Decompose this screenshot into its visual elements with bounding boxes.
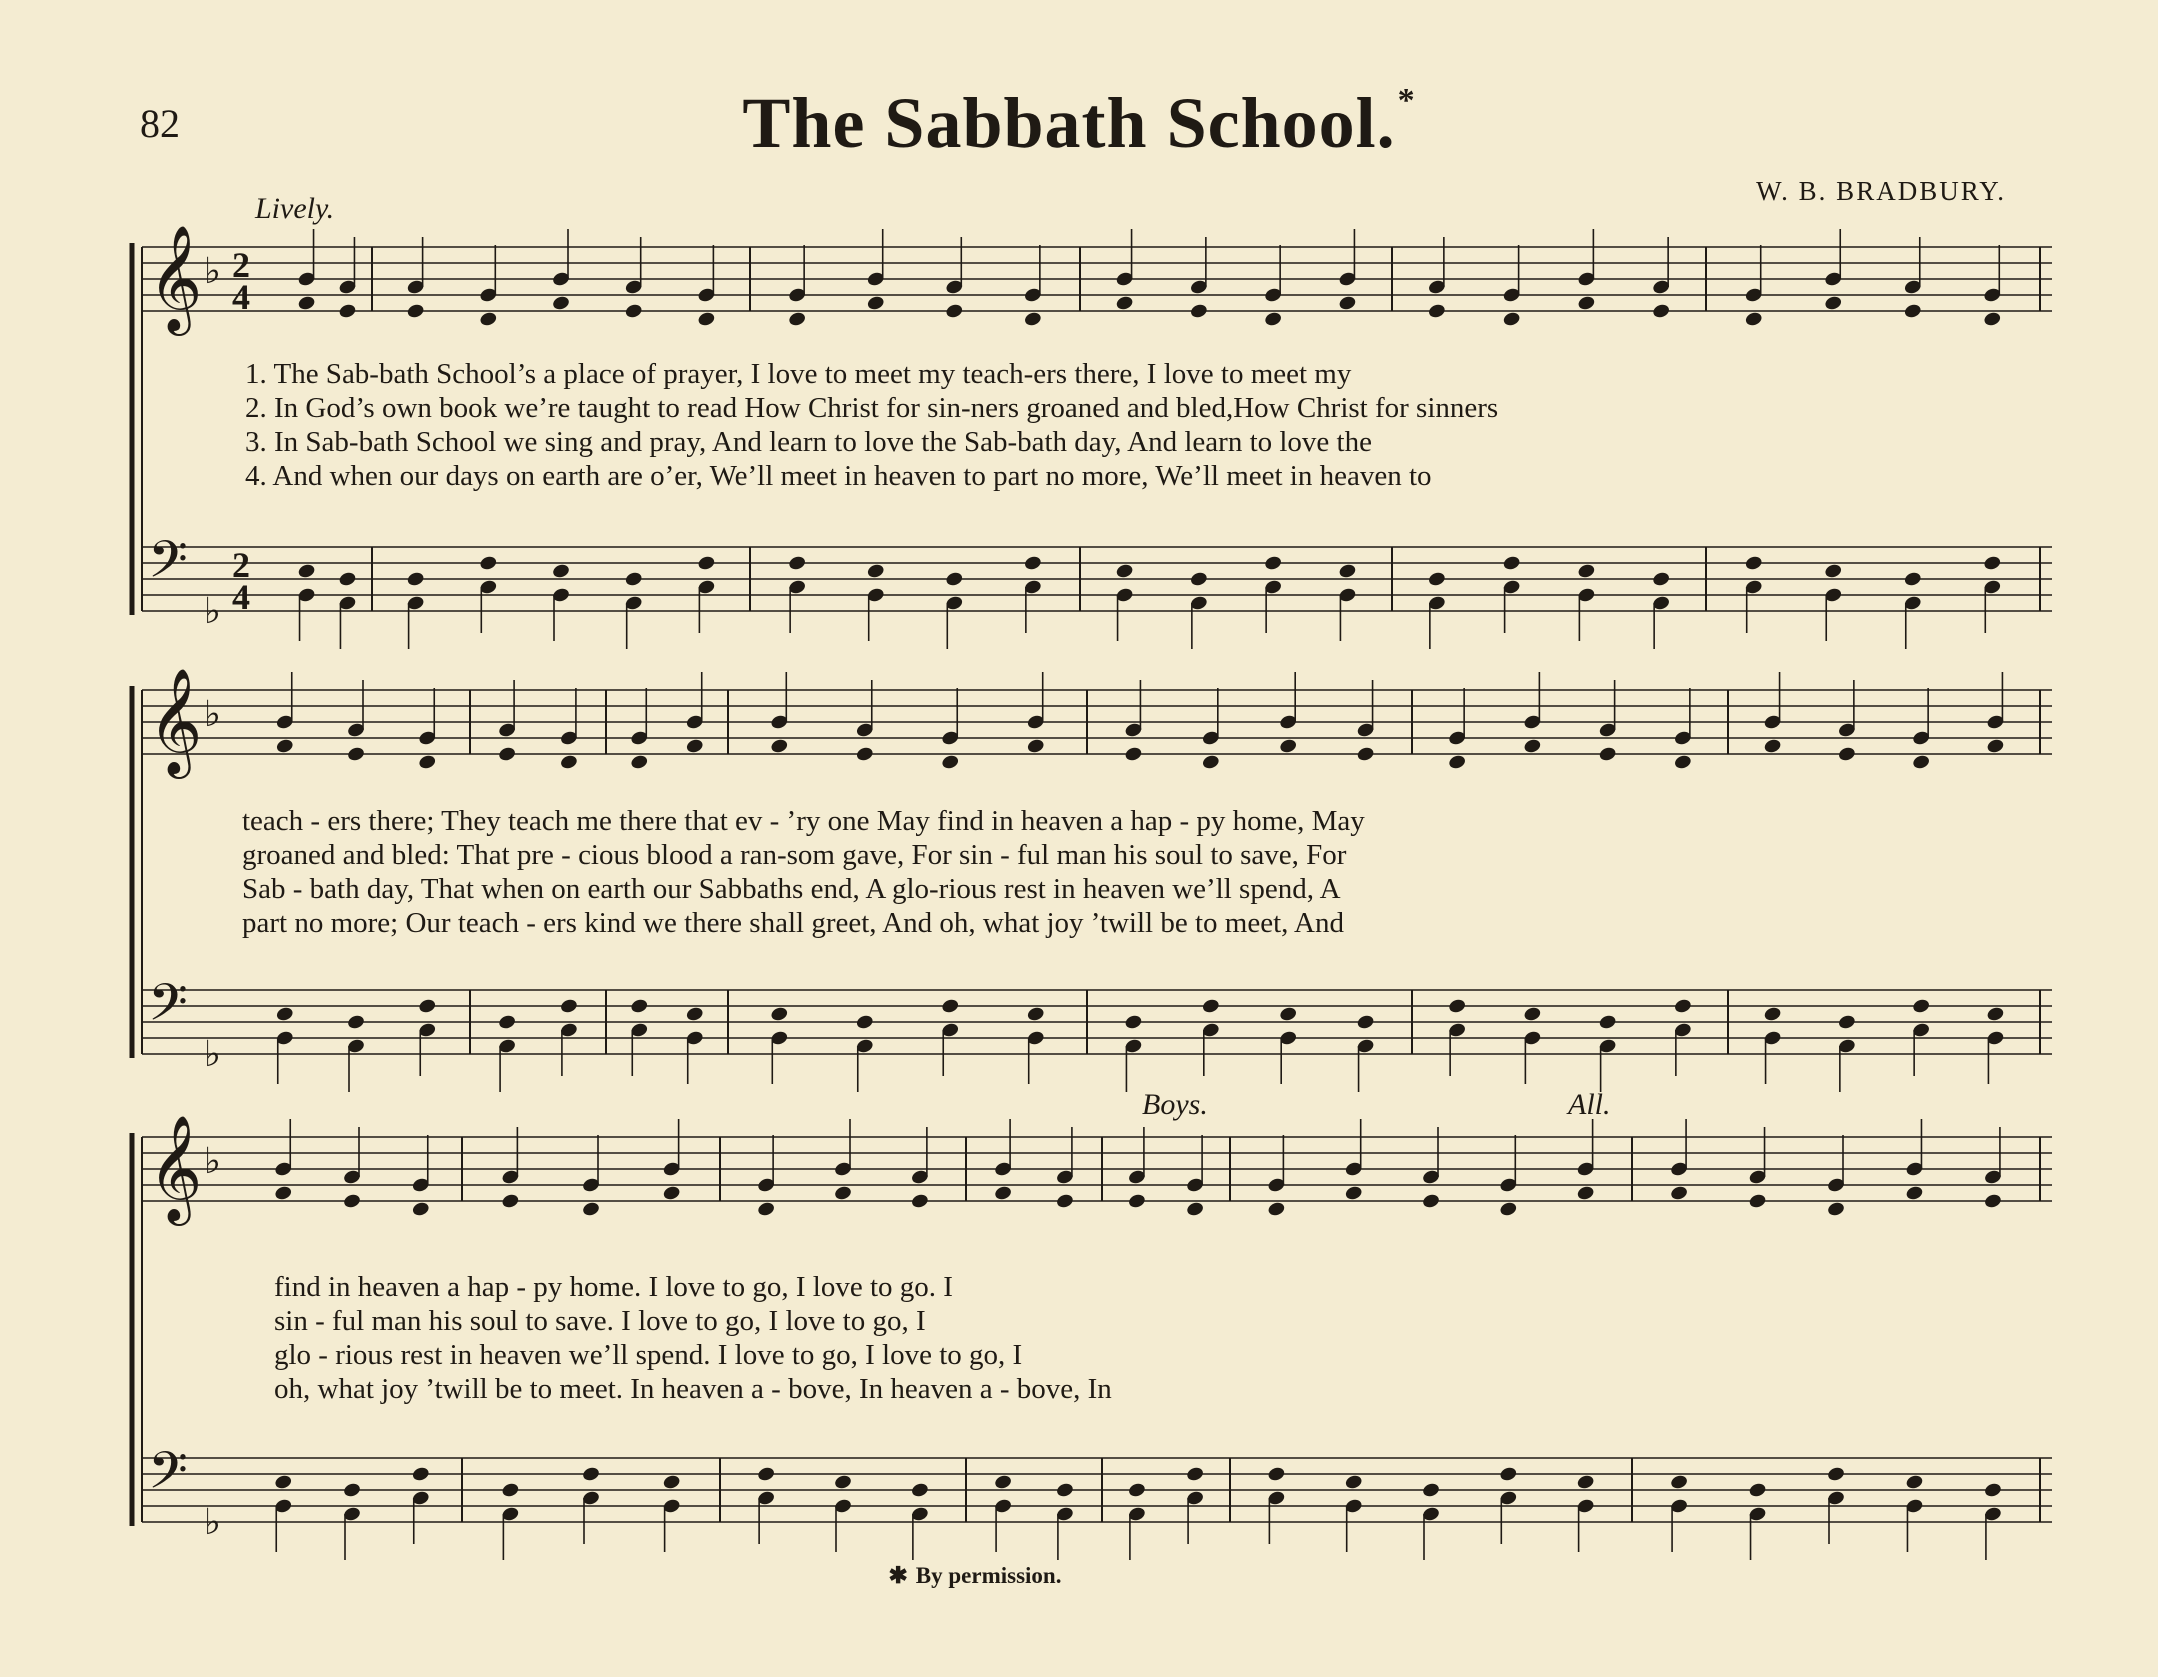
- system-2-bass-note-head: [1986, 1006, 2005, 1023]
- system-2-treble-note-head: [346, 746, 365, 763]
- system-2-bass-note-head: [1673, 998, 1692, 1015]
- system-2-treble-note-head: [275, 738, 294, 755]
- system-2-treble-note-head: [1986, 738, 2005, 755]
- system-1-bass-note-head: [479, 555, 498, 572]
- system-1-treble-note-head: [1502, 311, 1521, 328]
- verse-4-line-2: part no more; Our teach - ers kind we there shall greet, And oh, what joy ’twill be to meet, And: [242, 907, 1344, 939]
- system-2-bass-clef: 𝄢: [148, 972, 188, 1045]
- system-1-bass-note-head: [1502, 555, 1521, 572]
- system-3-treble-note-head: [1826, 1201, 1845, 1218]
- system-1-bass-note-head: [1903, 571, 1922, 588]
- system-1-bass-note-head: [1115, 563, 1134, 580]
- system-3-treble-note-head: [342, 1193, 361, 1210]
- system-3-bass-note-head: [1499, 1466, 1518, 1483]
- system-3-bass-note-head: [411, 1466, 430, 1483]
- system-2-treble-note-head: [1912, 754, 1931, 771]
- system-3-treble-note-head: [910, 1193, 929, 1210]
- system-1-treble-note-head: [479, 311, 498, 328]
- system-3-bass-clef: 𝄢: [148, 1440, 188, 1513]
- system-3-bass-note-head: [1670, 1474, 1689, 1491]
- system-3-treble-note-head: [1127, 1193, 1146, 1210]
- system-2-treble-note-head: [1201, 754, 1220, 771]
- system-2-treble-note-head: [855, 746, 874, 763]
- system-2-bass-note-head: [275, 1006, 294, 1023]
- system-2-bass-note-head: [1598, 1014, 1617, 1031]
- system-2-treble-note-head: [1598, 746, 1617, 763]
- system-1-bass-note-head: [551, 563, 570, 580]
- system-2-treble-note-head: [1124, 746, 1143, 763]
- system-1-treble-note-head: [1189, 303, 1208, 320]
- system-3-treble-note-head: [1670, 1185, 1689, 1202]
- system-2-treble-note-head: [418, 754, 437, 771]
- system-1-bass-note-head: [1427, 571, 1446, 588]
- verse-3-line-1: 3. In Sab-bath School we sing and pray, And learn to love the Sab-bath day, And learn to love the: [245, 426, 1372, 458]
- system-3-treble-note-head: [1576, 1185, 1595, 1202]
- system-2-bass-note-head: [1026, 1006, 1045, 1023]
- system-3-treble-note-head: [662, 1185, 681, 1202]
- system-1-treble-note-head: [697, 311, 716, 328]
- system-2-treble-note-head: [685, 738, 704, 755]
- system-1-bass-note-head: [1983, 555, 2002, 572]
- system-2-treble-note-head: [1837, 746, 1856, 763]
- system-2-treble-note-head: [770, 738, 789, 755]
- system-1-treble-note-head: [1115, 295, 1134, 312]
- system-2-treble-note-head: [1356, 746, 1375, 763]
- system-1-bass-note-head: [1023, 555, 1042, 572]
- system-2-bass-note-head: [1763, 1006, 1782, 1023]
- system-3-bass-note-head: [1748, 1482, 1767, 1499]
- system-3-treble-note-head: [1499, 1201, 1518, 1218]
- system-2-bass-note-head: [1201, 998, 1220, 1015]
- footnote-text: By permission.: [915, 1563, 1062, 1588]
- system-2-treble-note-head: [1026, 738, 1045, 755]
- system-1-bass-note-head: [1652, 571, 1671, 588]
- system-2-treble-note-head: [1763, 738, 1782, 755]
- system-3-treble-note-head: [1748, 1193, 1767, 1210]
- system-2-treble-note-head: [1523, 738, 1542, 755]
- system-2-bass-note-head: [1837, 1014, 1856, 1031]
- system-1-bass-note-head: [866, 563, 885, 580]
- system-3-bass-note-head: [757, 1466, 776, 1483]
- system-2-treble-note-head: [498, 746, 517, 763]
- system-3-bass-note-head: [581, 1466, 600, 1483]
- page-number: 82: [140, 101, 180, 146]
- system-1-bass-note-head: [1744, 555, 1763, 572]
- title-footnote-mark: *: [1397, 82, 1416, 119]
- footnote: [0, 1563, 1950, 1589]
- system-1-treble-note-head: [1824, 295, 1843, 312]
- system-2-bass-note-head: [1912, 998, 1931, 1015]
- system-2-bass-note-head: [1523, 1006, 1542, 1023]
- system-1-treble-note-head: [1338, 295, 1357, 312]
- system-3-treble-note-head: [501, 1193, 520, 1210]
- system-1-treble-note-head: [297, 295, 316, 312]
- verse-2-line-1: 2. In God’s own book we’re taught to read How Christ for sin-ners groaned and bled,How Christ for sinners: [245, 392, 1499, 424]
- system-3-bass-key-flat: ♭: [204, 1502, 221, 1543]
- system-1-bass-note-head: [297, 563, 316, 580]
- system-1-treble-key-flat: ♭: [204, 251, 221, 292]
- system-2-treble-key-flat: ♭: [204, 694, 221, 735]
- system-3-bass-note-head: [1055, 1482, 1074, 1499]
- tempo-marking: Lively.: [255, 192, 335, 225]
- system-1-treble-note-head: [866, 295, 885, 312]
- system-2-bass-note-head: [941, 998, 960, 1015]
- system-3-bass-note-head: [833, 1474, 852, 1491]
- verse-1-line-1: 1. The Sab-bath School’s a place of prayer, I love to meet my teach-ers there, I love to meet my: [245, 358, 1352, 390]
- hymn-title-text: The Sabbath School.: [742, 83, 1396, 163]
- system-3-bass-note-head: [1186, 1466, 1205, 1483]
- system-3-treble-note-head: [274, 1185, 293, 1202]
- system-1-bass-note-head: [945, 571, 964, 588]
- system-3-treble-note-head: [1983, 1193, 2002, 1210]
- system-3-bass-note-head: [274, 1474, 293, 1491]
- system-3-bass-note-head: [662, 1474, 681, 1491]
- system-3-treble-note-head: [581, 1201, 600, 1218]
- system-2-bass-note-head: [346, 1014, 365, 1031]
- system-1-bass-note-head: [338, 571, 357, 588]
- system-1-bass-time-signature-digit: 2: [232, 545, 250, 585]
- system-1-bass-note-head: [1824, 563, 1843, 580]
- system-2-treble-note-head: [1279, 738, 1298, 755]
- verse-4-line-1: 4. And when our days on earth are o’er, We’ll meet in heaven to part no more, We’ll meet in heaven to: [245, 460, 1432, 492]
- system-3-bass-note-head: [342, 1482, 361, 1499]
- system-1-treble-note-head: [788, 311, 807, 328]
- system-2-bass-key-flat: ♭: [204, 1034, 221, 1075]
- system-3-bass-note-head: [1576, 1474, 1595, 1491]
- system-1-treble-time-signature-digit: 2: [232, 245, 250, 285]
- system-2-treble-note-head: [559, 754, 578, 771]
- system-3-treble-clef: 𝄞: [148, 1114, 203, 1221]
- system-1-treble-note-head: [945, 303, 964, 320]
- system-2-bass-note-head: [630, 998, 649, 1015]
- system-2-bass-note-head: [855, 1014, 874, 1031]
- system-3-bass-note-head: [1421, 1482, 1440, 1499]
- system-1-treble-note-head: [551, 295, 570, 312]
- system-3-treble-note-head: [757, 1201, 776, 1218]
- system-2-bass-note-head: [1448, 998, 1467, 1015]
- system-2-treble-note-head: [630, 754, 649, 771]
- system-1-treble-note-head: [1023, 311, 1042, 328]
- system-3-bass-note-head: [910, 1482, 929, 1499]
- system-1-treble-note-head: [1903, 303, 1922, 320]
- system-2-bass-note-head: [498, 1014, 517, 1031]
- verse-4-line-3: oh, what joy ’twill be to meet. In heaven a - bove, In heaven a - bove, In: [274, 1373, 1112, 1405]
- system-1-treble-note-head: [1577, 295, 1596, 312]
- system-3-bass-note-head: [994, 1474, 1013, 1491]
- system-1-treble-note-head: [1744, 311, 1763, 328]
- footnote-mark: ✱: [888, 1563, 908, 1588]
- system-2-bass-note-head: [559, 998, 578, 1015]
- system-3-treble-note-head: [994, 1185, 1013, 1202]
- system-3-treble-key-flat: ♭: [204, 1141, 221, 1182]
- verse-3-line-3: glo - rious rest in heaven we’ll spend. I love to go, I love to go, I: [274, 1339, 1023, 1371]
- system-1-treble-note-head: [338, 303, 357, 320]
- system-1-bass-note-head: [624, 571, 643, 588]
- system-3-bass-note-head: [1826, 1466, 1845, 1483]
- system-3-bass-note-head: [501, 1482, 520, 1499]
- all-direction: All.: [1568, 1088, 1611, 1121]
- system-3-treble-note-head: [1421, 1193, 1440, 1210]
- system-3-treble-note-head: [833, 1185, 852, 1202]
- system-1-treble-note-head: [1427, 303, 1446, 320]
- system-1-bass-note-head: [697, 555, 716, 572]
- system-1-bass-note-head: [1338, 563, 1357, 580]
- system-1-treble-note-head: [406, 303, 425, 320]
- system-1-treble-time-signature-digit: 4: [232, 277, 250, 317]
- system-1-bass-note-head: [1189, 571, 1208, 588]
- system-3-treble-note-head: [1905, 1185, 1924, 1202]
- system-1-treble-note-head: [1983, 311, 2002, 328]
- verse-1-line-2: teach - ers there; They teach me there that ev - ’ry one May find in heaven a hap - py home, May: [242, 805, 1365, 837]
- system-3-bass-note-head: [1127, 1482, 1146, 1499]
- system-1-bass-note-head: [788, 555, 807, 572]
- system-1-bass-note-head: [406, 571, 425, 588]
- system-2-bass-note-head: [1356, 1014, 1375, 1031]
- verse-2-line-3: sin - ful man his soul to save. I love to go, I love to go, I: [274, 1305, 926, 1337]
- system-3-bass-note-head: [1344, 1474, 1363, 1491]
- system-2-bass-note-head: [770, 1006, 789, 1023]
- system-2-treble-note-head: [1448, 754, 1467, 771]
- system-1-treble-note-head: [624, 303, 643, 320]
- system-3-bass-note-head: [1983, 1482, 2002, 1499]
- system-2-bass-note-head: [418, 998, 437, 1015]
- boys-direction: Boys.: [1142, 1088, 1208, 1121]
- system-1-treble-clef: 𝄞: [148, 224, 203, 331]
- system-1-treble-note-head: [1652, 303, 1671, 320]
- system-2-treble-clef: 𝄞: [148, 667, 203, 774]
- system-3-treble-note-head: [1055, 1193, 1074, 1210]
- verse-2-line-2: groaned and bled: That pre - cious blood a ran-som gave, For sin - ful man his soul to save, For: [242, 839, 1347, 871]
- verse-1-line-3: find in heaven a hap - py home. I love to go, I love to go. I: [274, 1271, 953, 1303]
- system-3-treble-note-head: [1344, 1185, 1363, 1202]
- system-2-bass-note-head: [1279, 1006, 1298, 1023]
- system-3-bass-note-head: [1267, 1466, 1286, 1483]
- system-1-bass-key-flat: ♭: [204, 591, 221, 632]
- verse-3-line-2: Sab - bath day, That when on earth our Sabbaths end, A glo-rious rest in heaven we’ll spend, A: [242, 873, 1341, 905]
- system-1-bass-time-signature-digit: 4: [232, 577, 250, 617]
- system-3-treble-note-head: [1267, 1201, 1286, 1218]
- system-1-treble-note-head: [1264, 311, 1283, 328]
- system-3-treble-note-head: [1186, 1201, 1205, 1218]
- hymn-title: [0, 82, 2158, 165]
- system-2-bass-note-head: [685, 1006, 704, 1023]
- composer-credit: W. B. BRADBURY.: [1756, 176, 2006, 206]
- system-2-bass-note-head: [1124, 1014, 1143, 1031]
- system-3-bass-note-head: [1905, 1474, 1924, 1491]
- system-2-treble-note-head: [1673, 754, 1692, 771]
- system-2-treble-note-head: [941, 754, 960, 771]
- system-1-bass-clef: 𝄢: [148, 529, 188, 602]
- system-3-treble-note-head: [411, 1201, 430, 1218]
- system-1-bass-note-head: [1577, 563, 1596, 580]
- system-1-bass-note-head: [1264, 555, 1283, 572]
